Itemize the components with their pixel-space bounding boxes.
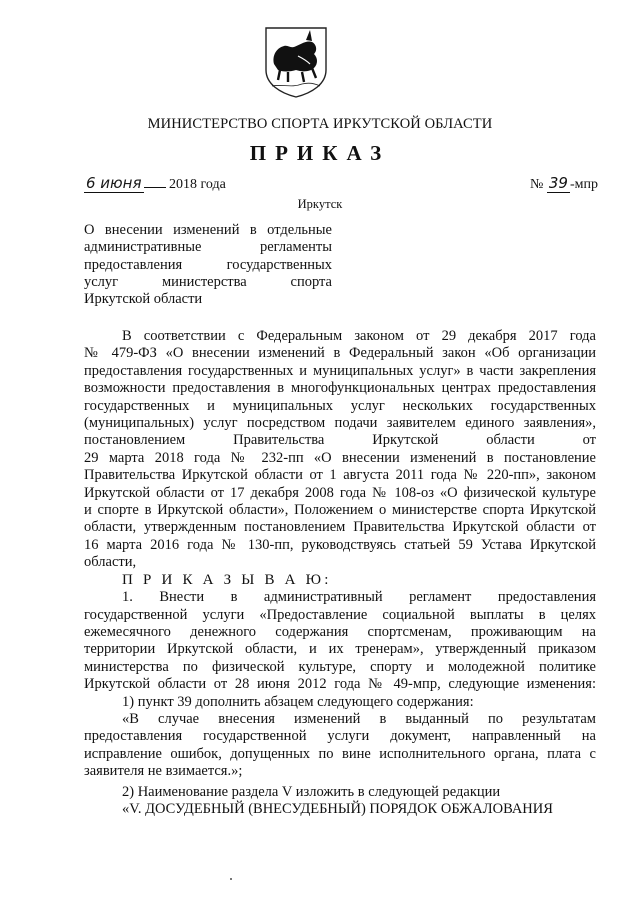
preamble-line: № 479-ФЗ «О внесении изменений в Федеральный закон «Об организации	[84, 345, 596, 362]
subject-line: предоставления государственных	[84, 256, 332, 273]
order-heading: П Р И К А З Ы В А Ю:	[122, 571, 332, 588]
subject-line: Иркутской области	[84, 291, 203, 308]
section-title: «V. ДОСУДЕБНЫЙ (ВНЕСУДЕБНЫЙ) ПОРЯДОК ОБЖАЛОВАНИЯ	[122, 800, 553, 817]
subject-line: О внесении изменений в отдельные	[84, 222, 332, 238]
subitem-1: 1) пункт 39 дополнить абзацем следующего содержания:	[122, 693, 474, 710]
date-year: 2018 года	[169, 177, 226, 192]
subject-line: административные регламенты	[84, 239, 332, 256]
item1-line: ежемесячного денежного содержания спортсменам, проживающим на	[84, 623, 596, 640]
handwritten-number: 39	[548, 174, 568, 192]
handwritten-date: 6 июня	[86, 174, 142, 192]
item1-line: территории Иркутской области, и их тренерам», утвержденный приказом	[84, 641, 596, 658]
preamble-line: Иркутской области от 17 декабря 2008 года № 108-оз «О физической культуре	[84, 484, 596, 501]
quote-line: предоставления государственной услуги документ, направленный на	[84, 728, 596, 745]
item1-line: министерства по физической культуре, спорту и молодежной политике	[84, 658, 596, 675]
document-body	[84, 328, 596, 818]
preamble-line: Правительства Иркутской области от 1 августа 2011 года № 220-пп», законом	[84, 467, 596, 484]
preamble-line: 16 марта 2016 года № 130-пп, руководствуясь статьей 59 Устава Иркутской	[84, 536, 596, 553]
scan-speck	[230, 878, 232, 880]
subitem-2: 2) Наименование раздела V изложить в следующей редакции	[122, 783, 501, 800]
preamble-line: государственных и муниципальных услуг нескольких государственных	[84, 397, 596, 414]
quote-line: «В случае внесения изменений в выданный по результатам	[122, 710, 596, 727]
city-name: Иркутск	[297, 197, 343, 211]
preamble-line: возможности предоставления в многофункциональных центрах предоставления	[84, 380, 596, 397]
preamble-line: области, утвержденным постановлением Правительства Иркутской области от	[84, 519, 596, 536]
document-number	[530, 174, 598, 193]
quote-line: заявителя не взимается.»;	[84, 763, 243, 780]
preamble-line: постановлением Правительства Иркутской области от	[84, 432, 596, 449]
document-subject	[84, 222, 332, 308]
preamble-line: (муниципальных) услуг посредством подачи заявителем единого заявления»,	[84, 415, 596, 432]
document-date	[84, 174, 226, 193]
item1-line: государственной услуги «Предоставление социальной выплаты в целях	[84, 606, 596, 623]
preamble-line: В соответствии с Федеральным законом от 29 декабря 2017 года	[122, 328, 596, 344]
ministry-name: МИНИСТЕРСТВО СПОРТА ИРКУТСКОЙ ОБЛАСТИ	[147, 116, 493, 132]
document-type-title: ПРИКАЗ	[249, 141, 391, 165]
preamble-line: и спорте в Иркутской области», Положением о министерстве спорта Иркутской	[84, 502, 596, 519]
number-prefix: №	[530, 177, 544, 192]
number-suffix: -мпр	[569, 177, 598, 192]
item1-line: Иркутской области от 28 июня 2012 года № 49-мпр, следующие изменения:	[84, 676, 596, 693]
subject-line: услуг министерства спорта	[84, 273, 332, 290]
quote-line: исправление ошибок, допущенных по вине исполнительного органа, плата с	[84, 745, 596, 762]
preamble-line: 29 марта 2018 года № 232-пп «О внесении изменений в постановление	[84, 449, 596, 466]
coat-of-arms-icon	[262, 26, 330, 98]
preamble-line: области,	[84, 554, 137, 571]
item1-line: 1. Внести в административный регламент предоставления	[122, 589, 596, 606]
preamble-line: предоставления государственных и муниципальных услуг» в части закрепления	[84, 362, 596, 379]
